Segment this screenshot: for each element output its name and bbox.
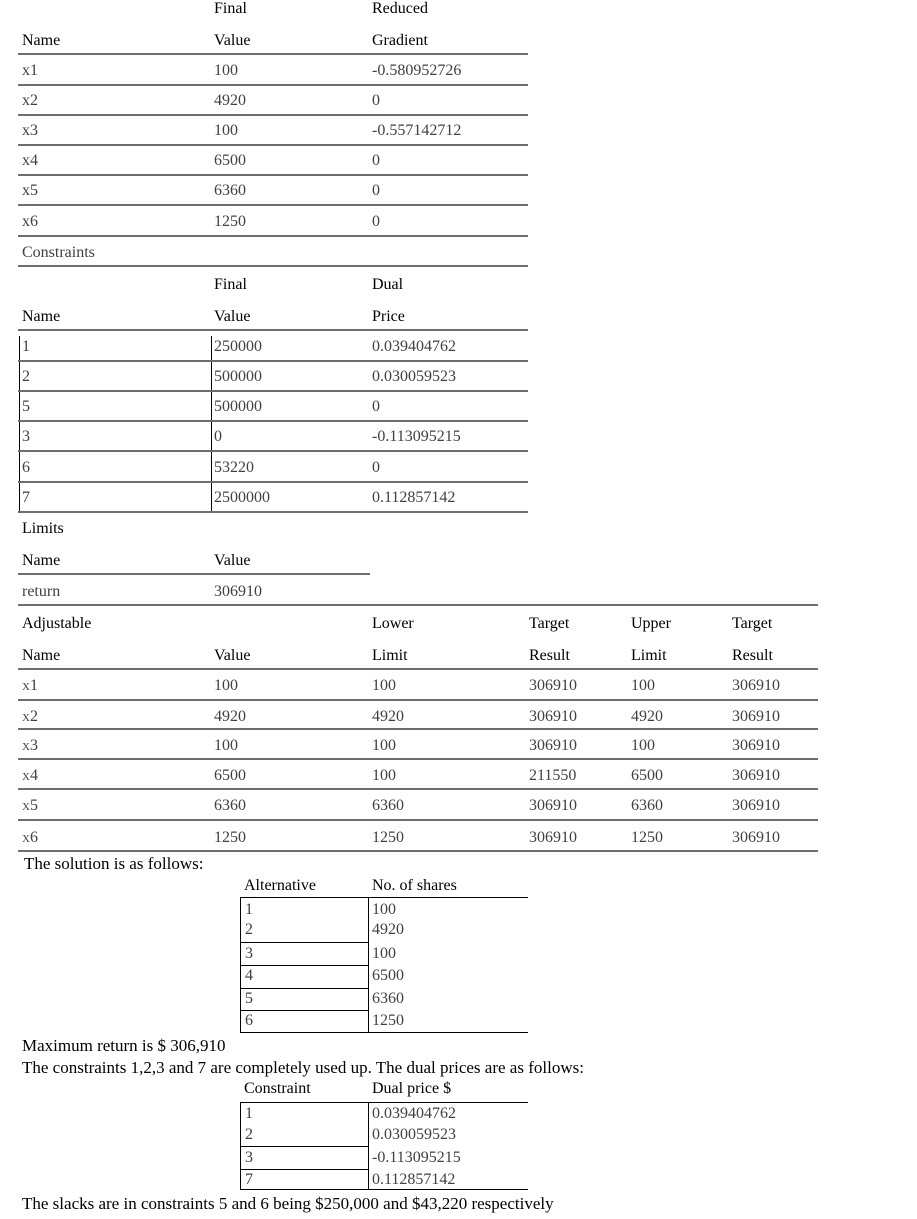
solution-header-shares: No. of shares	[372, 877, 457, 894]
cell-border	[211, 336, 212, 512]
cell-gradient: 0	[372, 182, 380, 199]
cell-lower: 6360	[372, 797, 404, 814]
cell-lower: 100	[372, 767, 396, 784]
cell-value: 0	[214, 428, 222, 445]
variables-header-reduced: Reduced	[372, 0, 428, 17]
cell-border	[368, 1103, 369, 1189]
divider	[18, 235, 528, 237]
divider	[18, 450, 528, 452]
cell-value: 6500	[214, 767, 246, 784]
divider	[240, 1032, 528, 1033]
cell-upper: 100	[631, 677, 655, 694]
cell-target: 306910	[732, 829, 780, 846]
variables-header-name: Name	[22, 32, 61, 49]
cell-alternative: 4	[245, 967, 253, 984]
cell-price: 0.112857142	[372, 489, 456, 506]
cell-gradient: -0.580952726	[372, 62, 462, 79]
cell-name: x1	[22, 677, 38, 694]
cell-value: 4920	[214, 92, 246, 109]
slacks-text: The slacks are in constraints 5 and 6 being $250,000 and $43,220 respectively	[22, 1194, 554, 1213]
divider	[240, 1010, 368, 1011]
solution-header-alternative: Alternative	[244, 877, 316, 894]
divider	[240, 897, 528, 898]
divider	[18, 144, 528, 146]
adj-header-limit1: Limit	[372, 647, 408, 664]
cell-value: 6360	[214, 182, 246, 199]
divider	[240, 1169, 368, 1170]
cell-lower: 100	[372, 677, 396, 694]
divider	[18, 699, 818, 701]
divider	[18, 360, 528, 362]
cell-upper: 6500	[631, 767, 663, 784]
divider	[18, 329, 528, 331]
divider	[18, 788, 818, 790]
cell-name: x3	[22, 122, 38, 139]
cell-target: 306910	[732, 737, 780, 754]
limits-label: Limits	[22, 520, 64, 537]
cell-price: -0.113095215	[372, 1149, 461, 1166]
cell-name: 3	[22, 428, 30, 445]
cell-value: 2500000	[214, 489, 270, 506]
cell-lower: 4920	[372, 708, 404, 725]
cell-value: 6500	[214, 152, 246, 169]
cell-name: x1	[22, 62, 38, 79]
cell-value: 250000	[214, 338, 262, 355]
variables-header-final: Final	[214, 0, 247, 17]
cell-alternative: 3	[245, 945, 253, 962]
cell-value: 500000	[214, 368, 262, 385]
variables-header-gradient: Gradient	[372, 32, 428, 49]
cell-name: x5	[22, 182, 38, 199]
cell-value: 4920	[214, 708, 246, 725]
cell-value: 100	[214, 122, 238, 139]
variables-header-value: Value	[214, 32, 251, 49]
cell-price: 0.039404762	[372, 1105, 456, 1122]
divider	[18, 850, 818, 852]
cell-value: 306910	[214, 583, 262, 600]
constraints-label: Constraints	[22, 244, 95, 261]
cell-gradient: 0	[372, 213, 380, 230]
cell-shares: 100	[372, 901, 396, 918]
cell-constraint: 1	[245, 1105, 253, 1122]
constraints-used-text: The constraints 1,2,3 and 7 are completely used up. The dual prices are as follows:	[22, 1058, 584, 1077]
constraints-header-price: Price	[372, 308, 405, 325]
cell-upper: 100	[631, 737, 655, 754]
divider	[18, 819, 818, 821]
divider	[18, 668, 818, 670]
divider	[240, 1189, 528, 1190]
cell-name: return	[22, 583, 61, 600]
cell-price: 0.039404762	[372, 338, 456, 355]
adj-header-target1: Target	[529, 615, 570, 632]
cell-alternative: 2	[245, 921, 253, 938]
cell-lower: 100	[372, 737, 396, 754]
dual-header-price: Dual price $	[372, 1080, 452, 1097]
divider	[18, 84, 528, 86]
cell-border	[19, 336, 20, 512]
cell-name: x2	[22, 708, 38, 725]
cell-target: 306910	[529, 737, 577, 754]
cell-name: x3	[22, 737, 38, 754]
constraints-header-dual: Dual	[372, 276, 404, 293]
divider	[18, 204, 528, 206]
adj-header-upper: Upper	[631, 615, 671, 632]
cell-upper: 1250	[631, 829, 663, 846]
cell-shares: 6360	[372, 990, 404, 1007]
cell-price: 0.112857142	[372, 1171, 456, 1188]
adj-header-adjustable: Adjustable	[22, 615, 92, 632]
cell-target: 306910	[732, 797, 780, 814]
cell-name: x6	[22, 829, 38, 846]
cell-name: x4	[22, 767, 38, 784]
cell-target: 306910	[529, 708, 577, 725]
cell-value: 100	[214, 62, 238, 79]
cell-value: 500000	[214, 398, 262, 415]
cell-target: 306910	[529, 829, 577, 846]
cell-value: 1250	[214, 213, 246, 230]
divider	[18, 174, 528, 176]
cell-name: x2	[22, 92, 38, 109]
cell-lower: 1250	[372, 829, 404, 846]
cell-price: 0.030059523	[372, 368, 456, 385]
cell-constraint: 3	[245, 1149, 253, 1166]
divider	[240, 988, 368, 989]
constraints-header-name: Name	[22, 308, 61, 325]
adj-header-result1: Result	[529, 647, 570, 664]
cell-shares: 6500	[372, 967, 404, 984]
cell-target: 306910	[732, 708, 780, 725]
cell-price: -0.113095215	[372, 428, 461, 445]
cell-constraint: 2	[245, 1126, 253, 1143]
adj-header-name: Name	[22, 647, 61, 664]
divider	[18, 758, 818, 760]
cell-name: 1	[22, 338, 30, 355]
divider	[18, 511, 528, 513]
constraints-header-value: Value	[214, 308, 251, 325]
cell-shares: 4920	[372, 921, 404, 938]
cell-value: 100	[214, 737, 238, 754]
cell-name: x5	[22, 797, 38, 814]
adj-header-value: Value	[214, 647, 251, 664]
cell-name: x4	[22, 152, 38, 169]
cell-value: 53220	[214, 459, 254, 476]
divider	[18, 265, 528, 267]
divider	[240, 1102, 528, 1103]
limits-header-name: Name	[22, 552, 61, 569]
dual-header-constraint: Constraint	[244, 1080, 311, 1097]
solution-intro: The solution is as follows:	[24, 854, 204, 873]
limits-header-value: Value	[214, 552, 251, 569]
adj-header-lower: Lower	[372, 615, 414, 632]
cell-target: 306910	[529, 797, 577, 814]
cell-name: x6	[22, 213, 38, 230]
cell-upper: 4920	[631, 708, 663, 725]
cell-name: 5	[22, 398, 30, 415]
cell-alternative: 5	[245, 990, 253, 1007]
cell-upper: 6360	[631, 797, 663, 814]
adj-header-limit2: Limit	[631, 647, 667, 664]
cell-target: 306910	[732, 767, 780, 784]
cell-name: 6	[22, 459, 30, 476]
divider	[240, 942, 368, 943]
cell-value: 1250	[214, 829, 246, 846]
adj-header-result2: Result	[732, 647, 773, 664]
cell-name: 7	[22, 489, 30, 506]
adj-header-target2: Target	[732, 615, 773, 632]
cell-price: 0.030059523	[372, 1126, 456, 1143]
cell-shares: 1250	[372, 1012, 404, 1029]
cell-alternative: 1	[245, 901, 253, 918]
cell-price: 0	[372, 398, 380, 415]
divider	[18, 53, 528, 55]
cell-gradient: 0	[372, 152, 380, 169]
cell-value: 100	[214, 677, 238, 694]
cell-gradient: -0.557142712	[372, 122, 462, 139]
max-return-text: Maximum return is $ 306,910	[22, 1036, 226, 1055]
divider	[18, 114, 528, 116]
cell-constraint: 7	[245, 1171, 253, 1188]
cell-value: 6360	[214, 797, 246, 814]
divider	[18, 573, 370, 575]
divider	[240, 1146, 368, 1147]
divider	[18, 728, 818, 730]
cell-border	[368, 898, 369, 1032]
cell-target: 211550	[529, 767, 577, 784]
cell-alternative: 6	[245, 1012, 253, 1029]
divider	[18, 390, 528, 392]
divider	[240, 965, 368, 966]
constraints-header-final: Final	[214, 276, 247, 293]
cell-target: 306910	[529, 677, 577, 694]
cell-target: 306910	[732, 677, 780, 694]
cell-name: 2	[22, 368, 30, 385]
divider	[18, 604, 818, 606]
divider	[18, 420, 528, 422]
cell-shares: 100	[372, 945, 396, 962]
cell-gradient: 0	[372, 92, 380, 109]
divider	[18, 481, 528, 483]
cell-price: 0	[372, 459, 380, 476]
